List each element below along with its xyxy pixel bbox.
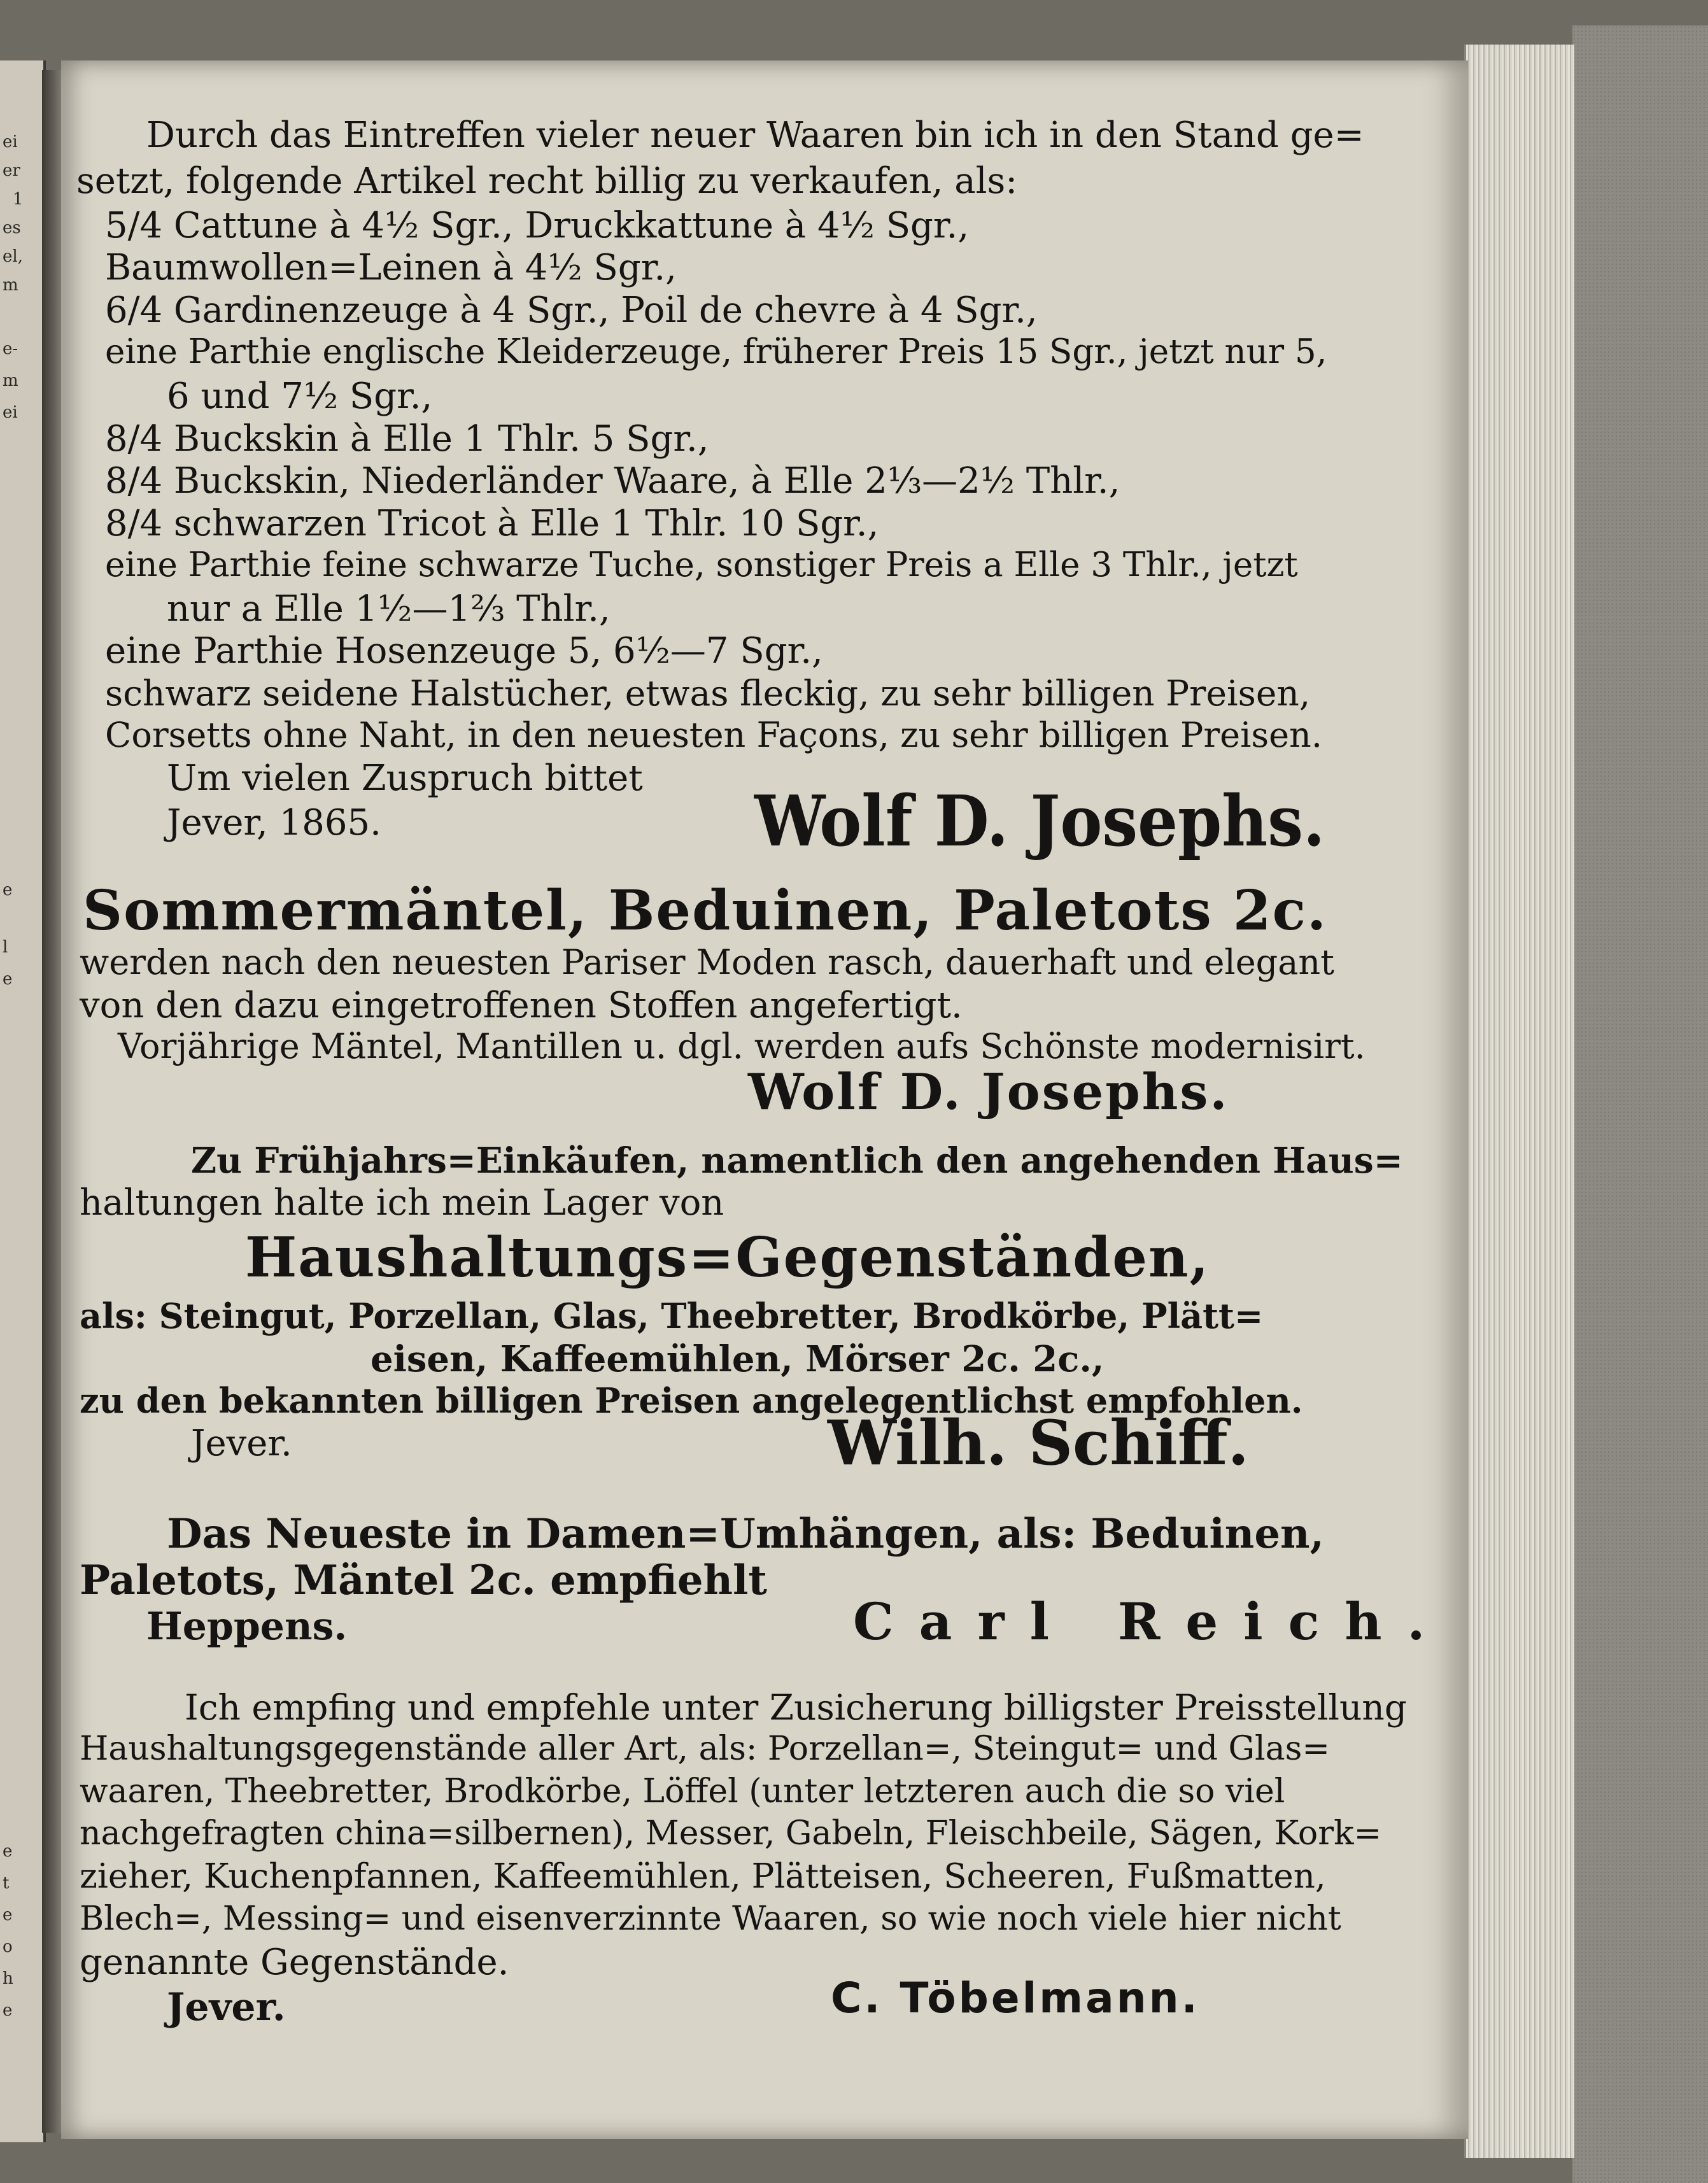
ad1-line: schwarz seidene Halstücher, etwas fleckig, zu sehr billigen Preisen,	[105, 673, 1311, 714]
ad1-signature: Wolf D. Josephs.	[754, 780, 1325, 862]
ad1-line: 5/4 Cattune à 4½ Sgr., Druckkattune à 4½ Sgr.,	[105, 205, 970, 246]
ad1-line: 8/4 Buckskin, Niederländer Waare, à Elle 2⅓—2½ Thlr.,	[105, 460, 1120, 502]
left-page-fragment: t	[3, 1874, 10, 1893]
left-page-fragment: e	[3, 1905, 13, 1925]
ad4-line: Das Neueste in Damen=Umhängen, als: Beduinen,	[167, 1510, 1324, 1558]
book-cover-edge	[1572, 25, 1708, 2183]
ad3-line: eisen, Kaffeemühlen, Mörser 2c. 2c.,	[371, 1338, 1105, 1380]
ad4-signature: Carl Reich.	[853, 1592, 1451, 1651]
left-page-edge	[0, 60, 46, 2142]
page-edges	[1464, 45, 1574, 2158]
ad5-line: waaren, Theebretter, Brodkörbe, Löffel (unter letzteren auch die so viel	[80, 1772, 1285, 1811]
ad4-place: Heppens.	[146, 1604, 348, 1649]
left-page-fragment: e	[3, 970, 13, 989]
ad1-line: Durch das Eintreffen vieler neuer Waaren bin ich in den Stand ge=	[146, 115, 1364, 156]
ad5-place: Jever.	[167, 1985, 286, 2030]
ad1-line: setzt, folgende Artikel recht billig zu verkaufen, als:	[76, 160, 1018, 202]
ad1-line: 8/4 schwarzen Tricot à Elle 1 Thlr. 10 Sgr.,	[105, 503, 879, 544]
ad2-line: von den dazu eingetroffenen Stoffen angefertigt.	[80, 985, 963, 1026]
left-page-fragment: m	[3, 276, 18, 295]
left-page-fragment: l	[3, 938, 8, 957]
left-page-fragment: ei	[3, 132, 18, 152]
book-gutter	[42, 70, 61, 2133]
ad4-line: Paletots, Mäntel 2c. empfiehlt	[80, 1557, 767, 1604]
left-page-fragment: 1	[13, 190, 24, 209]
left-page-fragment: e-	[3, 339, 18, 358]
left-page-fragment: m	[3, 371, 18, 390]
left-page-fragment: e	[3, 1842, 13, 1861]
left-page-fragment: es	[3, 218, 21, 237]
ad1-line: eine Parthie feine schwarze Tuche, sonstiger Preis a Elle 3 Thlr., jetzt	[105, 546, 1298, 584]
left-page-fragment: e	[3, 880, 13, 900]
ad2-line: werden nach den neuesten Pariser Moden rasch, dauerhaft und elegant	[80, 942, 1334, 982]
ad1-line: 8/4 Buckskin à Elle 1 Thlr. 5 Sgr.,	[105, 418, 709, 460]
ad5-line: Haushaltungsgegenstände aller Art, als: Porzellan=, Steingut= und Glas=	[80, 1730, 1330, 1768]
left-page-fragment: ei	[3, 403, 18, 422]
ad3-line: als: Steingut, Porzellan, Glas, Theebretter, Brodkörbe, Plätt=	[80, 1296, 1264, 1336]
ad1-line: Baumwollen=Leinen à 4½ Sgr.,	[105, 247, 677, 288]
ad3-place: Jever.	[191, 1423, 292, 1464]
ad3-line: haltungen halte ich mein Lager von	[80, 1182, 724, 1224]
ad5-line: nachgefragten china=silbernen), Messer, Gabeln, Fleischbeile, Sägen, Kork=	[80, 1814, 1382, 1853]
left-page-fragment: h	[3, 1969, 13, 1988]
ad5-line: zieher, Kuchenpfannen, Kaffeemühlen, Plätteisen, Scheeren, Fußmatten,	[80, 1857, 1326, 1896]
ad3-line: zu den bekannten billigen Preisen angelegentlichst empfohlen.	[80, 1380, 1303, 1421]
left-page-fragment: o	[3, 1937, 13, 1956]
ad1-place: Jever, 1865.	[167, 802, 381, 844]
ad5-line: Blech=, Messing= und eisenverzinnte Waaren, so wie noch viele hier nicht	[80, 1900, 1341, 1938]
ad2-heading: Sommermäntel, Beduinen, Paletots 2c.	[83, 879, 1327, 943]
ad5-line: Ich empfing und empfehle unter Zusicherung billigster Preisstellung	[185, 1687, 1408, 1728]
ad3-heading: Haushaltungs=Gegenständen,	[245, 1226, 1210, 1290]
ad3-line: Zu Frühjahrs=Einkäufen, namentlich den angehenden Haus=	[191, 1140, 1403, 1181]
ad3-signature: Wilh. Schiff.	[828, 1407, 1249, 1479]
left-page-fragment: er	[3, 161, 20, 180]
left-page-fragment: el,	[3, 247, 23, 266]
ad1-line: 6/4 Gardinenzeuge à 4 Sgr., Poil de chevre à 4 Sgr.,	[105, 290, 1038, 331]
ad1-line: Corsetts ohne Naht, in den neuesten Façons, zu sehr billigen Preisen.	[105, 715, 1322, 755]
ad2-signature: Wolf D. Josephs.	[748, 1063, 1229, 1121]
ad1-line: nur a Elle 1½—1⅔ Thlr.,	[167, 588, 611, 630]
ad5-line: genannte Gegenstände.	[80, 1942, 509, 1983]
ad2-line: Vorjährige Mäntel, Mantillen u. dgl. werden aufs Schönste modernisirt.	[118, 1026, 1366, 1066]
ad1-line: 6 und 7½ Sgr.,	[167, 376, 433, 417]
ad5-signature: C. Töbelmann.	[831, 1974, 1200, 2023]
ad1-line: eine Parthie englische Kleiderzeuge, früherer Preis 15 Sgr., jetzt nur 5,	[105, 332, 1327, 371]
left-page-fragment: e	[3, 2001, 13, 2020]
ad1-line: eine Parthie Hosenzeuge 5, 6½—7 Sgr.,	[105, 630, 823, 672]
ad1-line: Um vielen Zuspruch bittet	[167, 758, 643, 799]
